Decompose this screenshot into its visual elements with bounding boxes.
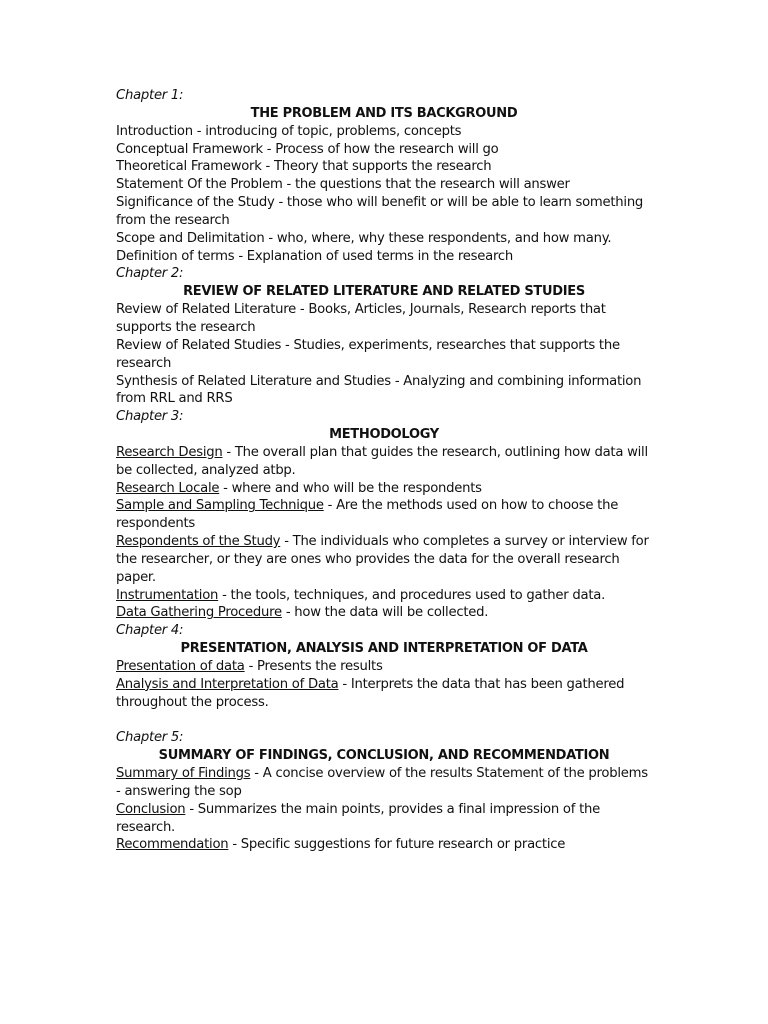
chapter-1-item: Conceptual Framework - Process of how the research will go — [116, 141, 499, 157]
term-label: Data Gathering Procedure — [116, 605, 282, 621]
document-page — [116, 87, 652, 854]
chapter-4-item — [116, 658, 652, 676]
term-label: Research Locale — [116, 480, 220, 496]
term-label: Conclusion — [116, 801, 186, 817]
chapter-5-label: Chapter 5: — [116, 730, 184, 746]
chapter-3-item — [116, 444, 652, 480]
term-description: - A concise overview of the results Statement of the problems - answering the sop — [116, 766, 648, 799]
chapter-5-item — [116, 836, 652, 854]
term-label: Presentation of data — [116, 659, 245, 674]
chapter-4-title: PRESENTATION, ANALYSIS AND INTERPRETATION OF DATA — [180, 641, 588, 657]
term-label: Analysis and Interpretation of Data — [116, 676, 339, 692]
chapter-1-item: Theoretical Framework - Theory that supports the research — [116, 159, 492, 175]
chapter-5-item — [116, 801, 652, 837]
term-description: - Interprets the data that has been gathered throughout the process. — [116, 676, 625, 710]
term-label: Respondents of the Study — [116, 534, 281, 550]
term-label: Summary of Findings — [116, 766, 251, 782]
term-description: - where and who will be the respondents — [219, 480, 482, 496]
chapter-1-item: Introduction - introducing of topic, problems, concepts — [116, 123, 462, 139]
chapter-5-item — [116, 765, 652, 801]
term-label: Instrumentation — [116, 587, 219, 603]
chapter-5-title: SUMMARY OF FINDINGS, CONCLUSION, AND RECOMMENDATION — [158, 748, 610, 764]
chapter-3-item — [116, 587, 652, 605]
chapter-3-label: Chapter 3: — [116, 409, 184, 425]
chapter-4-label: Chapter 4: — [116, 623, 184, 639]
term-label: Recommendation — [116, 837, 229, 853]
chapter-1-item: Statement Of the Problem - the questions that the research will answer — [116, 177, 570, 193]
chapter-2-item: Review of Related Literature - Books, Articles, Journals, Research reports that supports the research — [116, 302, 606, 335]
chapter-1-item: Scope and Delimitation - who, where, why these respondents, and how many. — [116, 230, 612, 246]
blank-line — [116, 712, 652, 730]
chapter-4-item — [116, 676, 652, 712]
chapter-3-title: METHODOLOGY — [329, 427, 439, 443]
term-label: Sample and Sampling Technique — [116, 498, 324, 514]
chapter-1-title: THE PROBLEM AND ITS BACKGROUND — [250, 105, 518, 121]
chapter-3-item — [116, 604, 652, 622]
term-description: - Summarizes the main points, provides a final impression of the research. — [116, 801, 600, 835]
term-description: - Specific suggestions for future research or practice — [228, 837, 566, 853]
chapter-3-item — [116, 533, 652, 587]
term-description: - The individuals who completes a survey or interview for the researcher, or they are ones who provides the data for the overall research paper. — [116, 534, 649, 585]
term-description: - the tools, techniques, and procedures used to gather data. — [218, 587, 606, 603]
chapter-3-item — [116, 497, 652, 533]
chapter-2-item: Review of Related Studies - Studies, experiments, researches that supports the research — [116, 337, 620, 371]
chapter-3-item — [116, 480, 652, 498]
chapter-1-item: Definition of terms - Explanation of used terms in the research — [116, 248, 513, 264]
chapter-2-label: Chapter 2: — [116, 266, 184, 282]
term-label: Research Design — [116, 444, 223, 460]
term-description: - Presents the results — [244, 659, 383, 674]
chapter-1-label: Chapter 1: — [116, 88, 184, 103]
term-description: - how the data will be collected. — [281, 605, 489, 621]
chapter-2-title: REVIEW OF RELATED LITERATURE AND RELATED STUDIES — [183, 284, 585, 300]
term-description: - Are the methods used on how to choose the respondents — [116, 498, 619, 532]
chapter-1-item: Significance of the Study - those who will benefit or will be able to learn something from the research — [116, 195, 644, 228]
chapter-2-item: Synthesis of Related Literature and Studies - Analyzing and combining information from RRL and RRS — [116, 373, 642, 407]
term-description: - The overall plan that guides the research, outlining how data will be collected, analyzed atbp. — [116, 444, 648, 478]
